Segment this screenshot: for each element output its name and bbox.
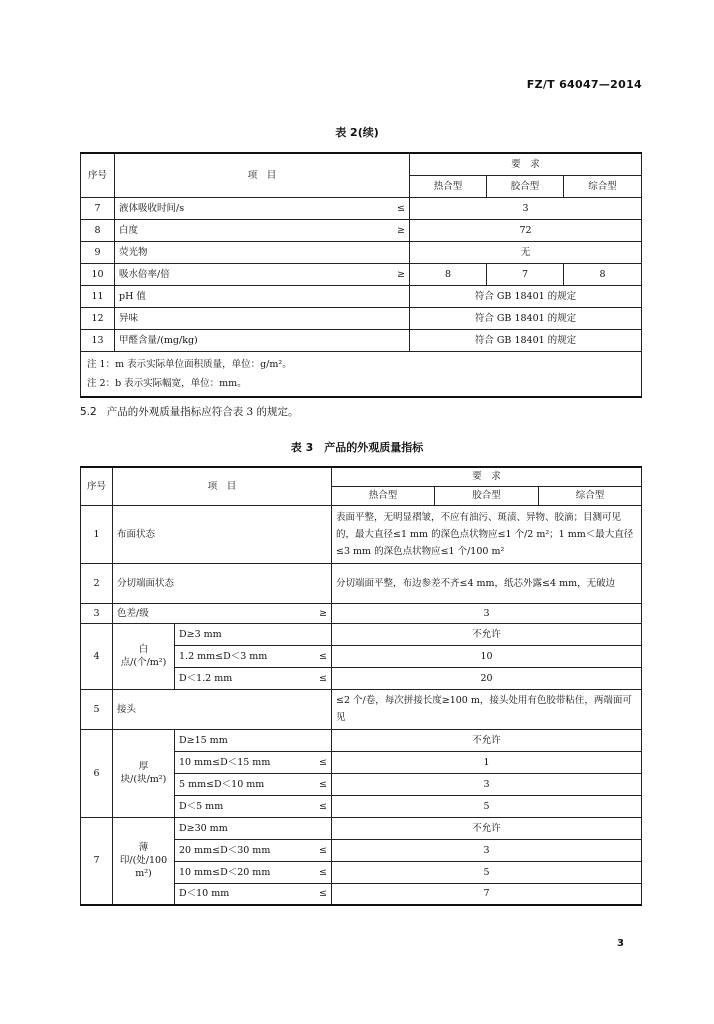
comparison-symbol: ≤	[319, 888, 328, 900]
header-col-heat: 热合型	[332, 486, 435, 505]
header-col-composite: 综合型	[539, 486, 642, 505]
row-item: pH 值	[115, 285, 410, 307]
row-item: 接头	[113, 689, 332, 729]
row-seq: 4	[81, 623, 113, 689]
table-row	[81, 285, 642, 307]
comparison-symbol: ≤	[319, 778, 328, 790]
clause-text: 产品的外观质量指标应符合表 3 的规定。	[106, 406, 299, 418]
row-value-heat: 8	[410, 263, 487, 285]
row-seq: 10	[81, 263, 115, 285]
notes-cell	[81, 351, 642, 397]
row-item: 白度 ≥	[115, 219, 410, 241]
table-row	[81, 505, 642, 563]
row-value: 72	[410, 219, 642, 241]
row-value: 1	[332, 751, 642, 773]
row-seq: 12	[81, 307, 115, 329]
row-seq: 3	[81, 603, 113, 623]
comparison-symbol: ≥	[397, 268, 405, 280]
header-item: 项 目	[115, 153, 410, 197]
row-group: 白点/(个/m²)	[113, 623, 175, 689]
row-value: 不允许	[332, 729, 642, 751]
header-col-heat: 热合型	[410, 175, 487, 197]
row-value: 符合 GB 18401 的规定	[410, 307, 642, 329]
table-row	[81, 241, 642, 263]
clause-number: 5.2	[80, 406, 97, 418]
row-item: 吸水倍率/倍 ≥	[115, 263, 410, 285]
row-item: 荧光物	[115, 241, 410, 263]
row-seq: 7	[81, 817, 113, 905]
header-requirement: 要 求	[410, 153, 642, 175]
row-value: 10	[332, 645, 642, 667]
row-seq: 2	[81, 563, 113, 603]
row-condition: D≥15 mm	[175, 729, 332, 751]
row-condition: 10 mm≤D＜20 mm ≤	[175, 861, 332, 883]
row-seq: 6	[81, 729, 113, 817]
table2-caption: 表 2(续)	[335, 126, 379, 139]
document-code: FZ/T 64047—2014	[526, 78, 642, 91]
row-value: 7	[332, 883, 642, 905]
row-condition: 20 mm≤D＜30 mm ≤	[175, 839, 332, 861]
comparison-symbol: ≥	[397, 224, 405, 236]
comparison-symbol: ≤	[319, 756, 328, 768]
row-seq: 1	[81, 505, 113, 563]
row-item: 分切端面状态	[113, 563, 332, 603]
table-3	[80, 466, 642, 906]
table-row	[81, 603, 642, 623]
header-requirement: 要 求	[332, 467, 642, 486]
row-value-composite: 8	[564, 263, 642, 285]
row-seq: 13	[81, 329, 115, 351]
row-value: 不允许	[332, 623, 642, 645]
row-value: 分切端面平整，布边参差不齐≤4 mm，纸芯外露≤4 mm，无破边	[332, 563, 642, 603]
row-item: 甲醛含量/(mg/kg)	[115, 329, 410, 351]
row-group: 厚块/(块/m²)	[113, 729, 175, 817]
row-value: 3	[332, 773, 642, 795]
row-value: 无	[410, 241, 642, 263]
row-group: 薄印/(处/100 m²)	[113, 817, 175, 905]
row-value: 5	[332, 861, 642, 883]
table-row	[81, 817, 642, 839]
clause-5-2	[80, 404, 299, 419]
row-seq: 8	[81, 219, 115, 241]
table-row	[81, 729, 642, 751]
row-value: 3	[332, 839, 642, 861]
row-value: 20	[332, 667, 642, 689]
comparison-symbol: ≤	[319, 650, 328, 662]
row-seq: 5	[81, 689, 113, 729]
table-notes	[81, 351, 642, 397]
row-value: 5	[332, 795, 642, 817]
row-condition: D≥3 mm	[175, 623, 332, 645]
table-row	[81, 329, 642, 351]
row-value: ≤2 个/卷，每次拼接长度≥100 m，接头处用有色胶带粘住，两端面可见	[332, 689, 642, 729]
comparison-symbol: ≤	[319, 866, 328, 878]
table-row	[81, 219, 642, 241]
table-row	[81, 689, 642, 729]
row-value: 表面平整，无明显褶皱，不应有油污、斑渍、异物、胶滴；目测可见的，最大直径≤1 mm 的深色点状物应≤1 个/2 m²；1 mm＜最大直径≤3 mm 的深色点状物应≤1 个/100 m²	[332, 505, 642, 563]
page-number: 3	[617, 938, 624, 949]
table3-caption: 表 3 产品的外观质量指标	[290, 441, 424, 454]
row-condition: D≥30 mm	[175, 817, 332, 839]
header-seq: 序号	[81, 467, 113, 505]
table-row	[81, 307, 642, 329]
row-condition: 10 mm≤D＜15 mm ≤	[175, 751, 332, 773]
row-condition: 1.2 mm≤D＜3 mm ≤	[175, 645, 332, 667]
row-value: 符合 GB 18401 的规定	[410, 329, 642, 351]
table-2	[80, 152, 642, 398]
row-value: 符合 GB 18401 的规定	[410, 285, 642, 307]
row-condition: 5 mm≤D＜10 mm ≤	[175, 773, 332, 795]
comparison-symbol: ≤	[319, 844, 328, 856]
row-condition: D＜1.2 mm ≤	[175, 667, 332, 689]
row-item: 异味	[115, 307, 410, 329]
row-seq: 9	[81, 241, 115, 263]
comparison-symbol: ≤	[319, 672, 328, 684]
row-condition: D＜5 mm ≤	[175, 795, 332, 817]
header-seq: 序号	[81, 153, 115, 197]
header-col-glue: 胶合型	[487, 175, 564, 197]
comparison-symbol: ≤	[397, 202, 405, 214]
row-condition: D＜10 mm ≤	[175, 883, 332, 905]
comparison-symbol: ≤	[319, 800, 328, 812]
header-col-composite: 综合型	[564, 175, 642, 197]
row-value: 不允许	[332, 817, 642, 839]
row-item: 色差/级 ≥	[113, 603, 332, 623]
row-value-glue: 7	[487, 263, 564, 285]
row-item: 液体吸收时间/s ≤	[115, 197, 410, 219]
table-row	[81, 563, 642, 603]
note-1: 注 1：m 表示实际单位面积质量，单位：g/m²。	[87, 358, 292, 370]
table-row	[81, 623, 642, 645]
comparison-symbol: ≥	[319, 607, 328, 619]
header-col-glue: 胶合型	[435, 486, 539, 505]
row-seq: 7	[81, 197, 115, 219]
table-row	[81, 263, 642, 285]
row-seq: 11	[81, 285, 115, 307]
row-value: 3	[332, 603, 642, 623]
header-item: 项 目	[113, 467, 332, 505]
table-row	[81, 197, 642, 219]
row-item: 布面状态	[113, 505, 332, 563]
row-value: 3	[410, 197, 642, 219]
note-2: 注 2：b 表示实际幅宽，单位：mm。	[87, 377, 247, 389]
